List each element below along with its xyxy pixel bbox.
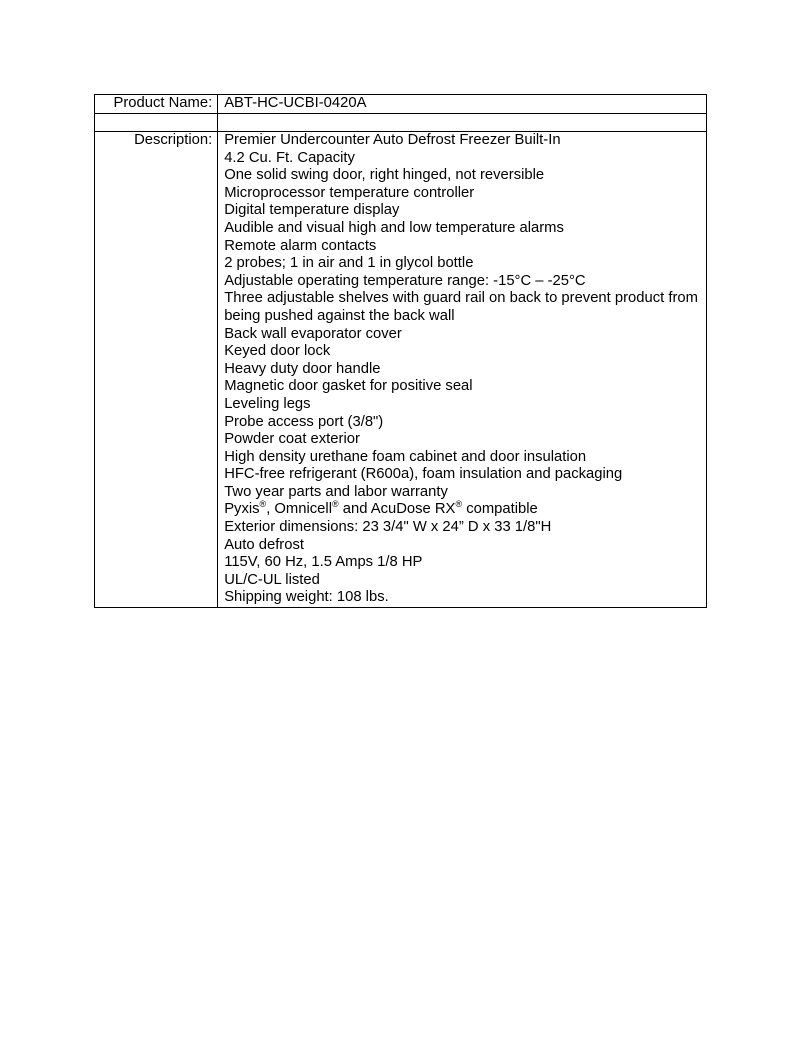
description-row [95, 132, 707, 608]
description-line: 2 probes; 1 in air and 1 in glycol bottle [224, 255, 474, 272]
description-value [218, 132, 707, 608]
pyxis-text: Pyxis [224, 501, 260, 518]
description-line: UL/C-UL listed [224, 571, 320, 588]
description-line: Audible and visual high and low temperature alarms [224, 219, 564, 236]
product-spec-table [94, 94, 707, 608]
product-name-row [95, 95, 707, 114]
product-name-value: ABT-HC-UCBI-0420A [218, 95, 707, 114]
product-name-label: Product Name: [95, 95, 218, 114]
spacer-row [95, 114, 707, 132]
description-line: Exterior dimensions: 23 3/4" W x 24” D x 33 1/8"H [224, 519, 552, 536]
spacer-cell-label [95, 114, 218, 132]
compat-separator: and [338, 501, 371, 518]
registered-mark: ® [331, 498, 339, 509]
description-line: Auto defrost [224, 536, 304, 553]
description-line: Leveling legs [224, 395, 311, 412]
description-line: Magnetic door gasket for positive seal [224, 378, 473, 395]
spacer-cell-value [218, 114, 707, 132]
description-line: Three adjustable shelves with guard rail on back to prevent product from being pushed against the back wall [224, 290, 698, 324]
description-line: Digital temperature display [224, 202, 400, 219]
description-line: Premier Undercounter Auto Defrost Freezer Built-In [224, 132, 561, 148]
description-line: One solid swing door, right hinged, not reversible [224, 167, 545, 184]
compat-tail: compatible [462, 501, 538, 518]
description-list [224, 132, 700, 607]
description-line: Microprocessor temperature controller [224, 184, 475, 201]
description-label: Description: [95, 132, 218, 608]
description-line: High density urethane foam cabinet and door insulation [224, 448, 587, 465]
description-line: Probe access port (3/8") [224, 413, 384, 430]
description-line: Keyed door lock [224, 343, 331, 360]
registered-mark: ® [455, 498, 463, 509]
registered-mark: ® [259, 498, 267, 509]
compat-separator: , [266, 501, 275, 518]
acudose-text: AcuDose RX [370, 501, 456, 518]
description-line: Back wall evaporator cover [224, 325, 402, 342]
description-line: HFC-free refrigerant (R600a), foam insulation and packaging [224, 466, 623, 483]
description-line: 115V, 60 Hz, 1.5 Amps 1/8 HP [224, 554, 423, 571]
description-line: 4.2 Cu. Ft. Capacity [224, 149, 355, 166]
description-line: Remote alarm contacts [224, 237, 377, 254]
description-line: Shipping weight: 108 lbs. [224, 589, 389, 606]
description-line: Adjustable operating temperature range: -15°C – -25°C [224, 272, 586, 289]
description-line: Two year parts and labor warranty [224, 483, 448, 500]
compatibility-line [224, 498, 700, 519]
omnicell-text: Omnicell [274, 501, 332, 518]
description-line: Powder coat exterior [224, 431, 360, 448]
description-line: Heavy duty door handle [224, 360, 381, 377]
